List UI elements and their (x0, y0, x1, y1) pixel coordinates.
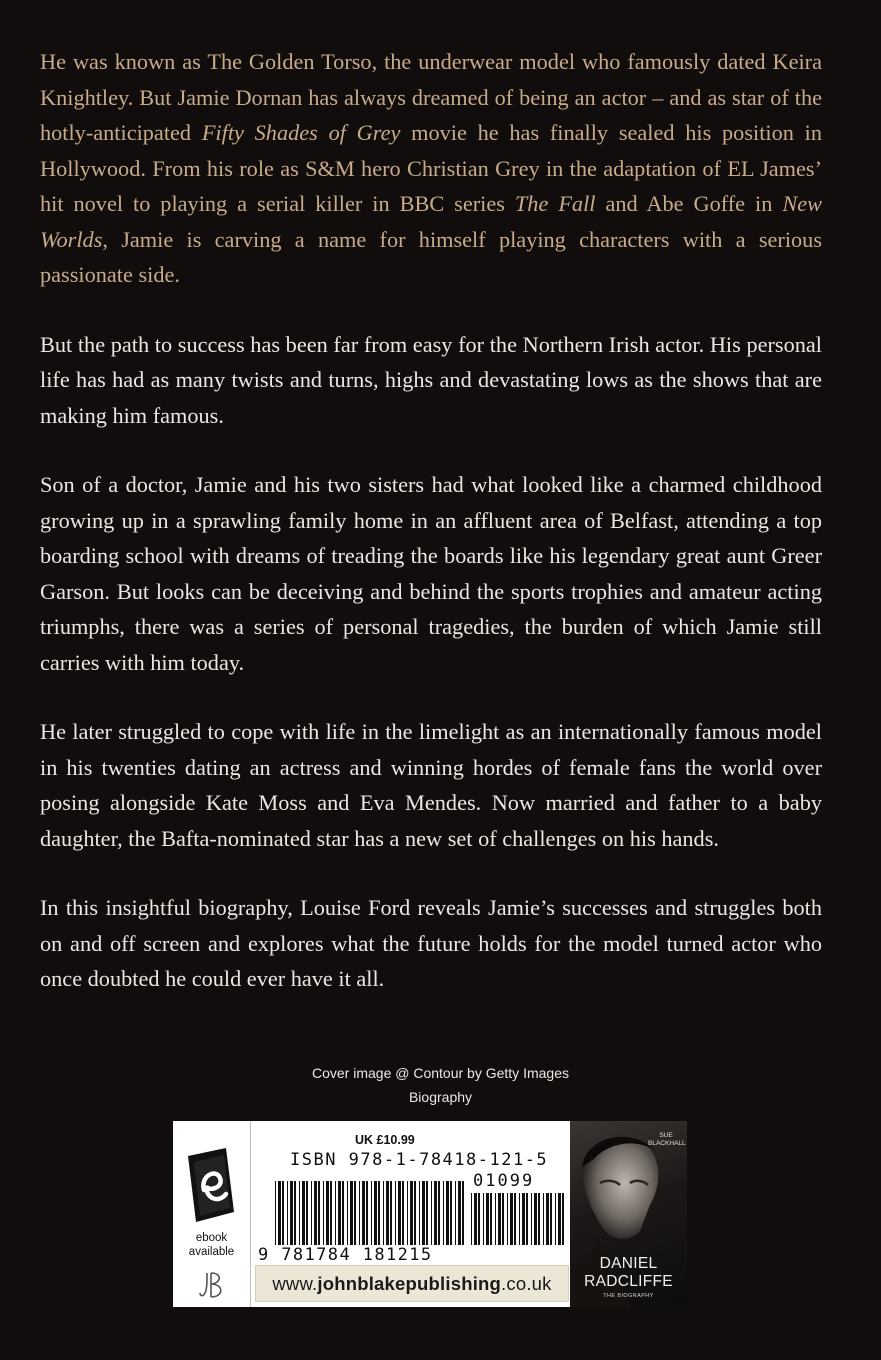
barcode-bar (510, 1193, 513, 1245)
barcode-bar (302, 1181, 305, 1245)
barcode-bar (507, 1193, 508, 1245)
barcode-bar (498, 1193, 501, 1245)
jb-publisher-logo (198, 1269, 226, 1301)
blurb-paragraph-2: But the path to success has been far from easy for the Northern Irish actor. His personal life has had as many twists and turns, highs and devastating lows as the shows that are making him famous. (40, 331, 822, 428)
barcode-bar (306, 1181, 308, 1245)
promo-book-author: SUE BLACKHALL (648, 1132, 686, 1147)
barcode-bar (318, 1181, 320, 1245)
credits (0, 1061, 881, 1109)
barcode-bar (374, 1181, 377, 1245)
barcode-bar (395, 1181, 396, 1245)
promo-book-title: DANIEL RADCLIFFE (584, 1255, 673, 1290)
barcode-bar (407, 1181, 408, 1245)
ean-barcode (275, 1179, 567, 1249)
ean-digits: 9 781784 181215 (258, 1245, 433, 1265)
barcode-bar (278, 1181, 281, 1245)
barcode-bar (478, 1193, 480, 1245)
barcode-bar (519, 1193, 520, 1245)
barcode-bar (275, 1181, 276, 1245)
blurb-paragraph-4: He later struggled to cope with life in the limelight as an internationally famous model in his twenties dating an actress and winning hordes of female fans the world over posing alongside Kate Moss and Eva Mendes. Now married and father to a baby daughter, the Bafta-nominated star has a new set of challenges on his hands. (40, 719, 822, 851)
barcode-bar (402, 1181, 404, 1245)
barcode-bar (419, 1181, 420, 1245)
barcode-bar (383, 1181, 384, 1245)
blurb-paragraph-1: He was known as The Golden Torso, the underwear model who famously dated Keira Knightley. But Jamie Dornan has always dreamed of being an actor – and as star of the hotly-anticipated Fifty Shades of Grey movie he has finally sealed his position in Hollywood. From his role as S&M hero Christian Grey in the adaptation of EL James’ hit novel to playing a serial killer in BBC series The Fall and Abe Goffe in New Worlds, Jamie is carving a name for himself playing characters with a serious passionate side. (40, 49, 822, 287)
barcode-bar (526, 1193, 528, 1245)
barcode-bar (431, 1181, 432, 1245)
barcode-bar (294, 1181, 296, 1245)
barcode-bar (390, 1181, 392, 1245)
barcode-bar (386, 1181, 389, 1245)
barcode-bar (490, 1193, 492, 1245)
publisher-website[interactable]: www.johnblakepublishing.co.uk (255, 1265, 569, 1302)
blurb-text (40, 44, 822, 1031)
barcode-bar (299, 1181, 300, 1245)
barcode-bar (362, 1181, 365, 1245)
barcode-bar (314, 1181, 317, 1245)
cover-image-credit: Cover image @ Contour by Getty Images (312, 1065, 569, 1081)
ebook-available-label: ebook available (188, 1232, 235, 1258)
barcode-bar (330, 1181, 332, 1245)
barcode-bar (366, 1181, 368, 1245)
promo-book-cover (570, 1121, 687, 1307)
barcode-bar (371, 1181, 372, 1245)
barcode-bar (446, 1181, 449, 1245)
barcode-bar (450, 1181, 452, 1245)
barcode-bar (378, 1181, 380, 1245)
barcode-bar (338, 1181, 341, 1245)
book-title-fifty-shades: Fifty Shades of Grey (201, 120, 401, 145)
barcode-bar (354, 1181, 356, 1245)
barcode-bar (414, 1181, 416, 1245)
barcode-bar (474, 1193, 477, 1245)
blurb-paragraph-5: In this insightful biography, Louise Ford reveals Jamie’s successes and struggles both on and off screen and explores what the future holds for the model turned actor who once doubted he could ever have it all. (40, 895, 822, 991)
ebook-e-icon (182, 1146, 240, 1226)
barcode-bar (471, 1193, 472, 1245)
barcode-bar (550, 1193, 552, 1245)
barcode-addon-number: 01099 (473, 1171, 535, 1191)
barcode-bar (287, 1181, 288, 1245)
barcode-bar (522, 1193, 525, 1245)
ebook-block (173, 1121, 251, 1307)
barcode-bar (483, 1193, 484, 1245)
barcode-bar (326, 1181, 329, 1245)
barcode-bar (462, 1181, 464, 1245)
barcode-bar (359, 1181, 360, 1245)
barcode-bar (422, 1181, 425, 1245)
barcode-bar (455, 1181, 456, 1245)
barcode-bar (538, 1193, 540, 1245)
barcode-bar (562, 1193, 564, 1245)
barcode-bar (443, 1181, 444, 1245)
barcode-bar (290, 1181, 293, 1245)
promo-book-subtitle: THE BIOGRAPHY (603, 1293, 654, 1299)
blurb-paragraph-3: Son of a doctor, Jamie and his two sisters had what looked like a charmed childhood growing up in a sprawling family home in an affluent area of Belfast, attending a top boarding school with dreams of treading the boards like his legendary great aunt Greer Garson. But looks can be deceiving and behind the sports trophies and amateur acting triumphs, there was a series of personal tragedies, the burden of which Jamie still carries with him today. (40, 472, 822, 675)
series-title-the-fall: The Fall (514, 191, 596, 216)
barcode-bar (434, 1181, 437, 1245)
barcode-bar (543, 1193, 544, 1245)
barcode-bar (555, 1193, 556, 1245)
barcode-bar (347, 1181, 348, 1245)
category-label: Biography (408, 1089, 473, 1105)
barcode-bar (502, 1193, 504, 1245)
barcode-bar (558, 1193, 561, 1245)
barcode-bar (323, 1181, 324, 1245)
barcode-bar (438, 1181, 440, 1245)
barcode-bar (531, 1193, 532, 1245)
isbn-number: ISBN 978-1-78418-121-5 (290, 1150, 549, 1170)
barcode-bar (335, 1181, 336, 1245)
barcode-bar (486, 1193, 489, 1245)
barcode-bar (410, 1181, 413, 1245)
barcode-bar (342, 1181, 344, 1245)
barcode-bar (426, 1181, 428, 1245)
barcode-bar (514, 1193, 516, 1245)
barcode-panel (173, 1121, 687, 1307)
barcode-bar (534, 1193, 537, 1245)
barcode-bar (311, 1181, 312, 1245)
barcode-bar (398, 1181, 401, 1245)
barcode-bar (282, 1181, 284, 1245)
barcode-bar (546, 1193, 549, 1245)
barcode-bar (458, 1181, 461, 1245)
series-title-new-worlds: New Worlds (40, 191, 822, 252)
barcode-bar (495, 1193, 496, 1245)
price-label: UK £10.99 (355, 1133, 415, 1147)
barcode-bar (350, 1181, 353, 1245)
